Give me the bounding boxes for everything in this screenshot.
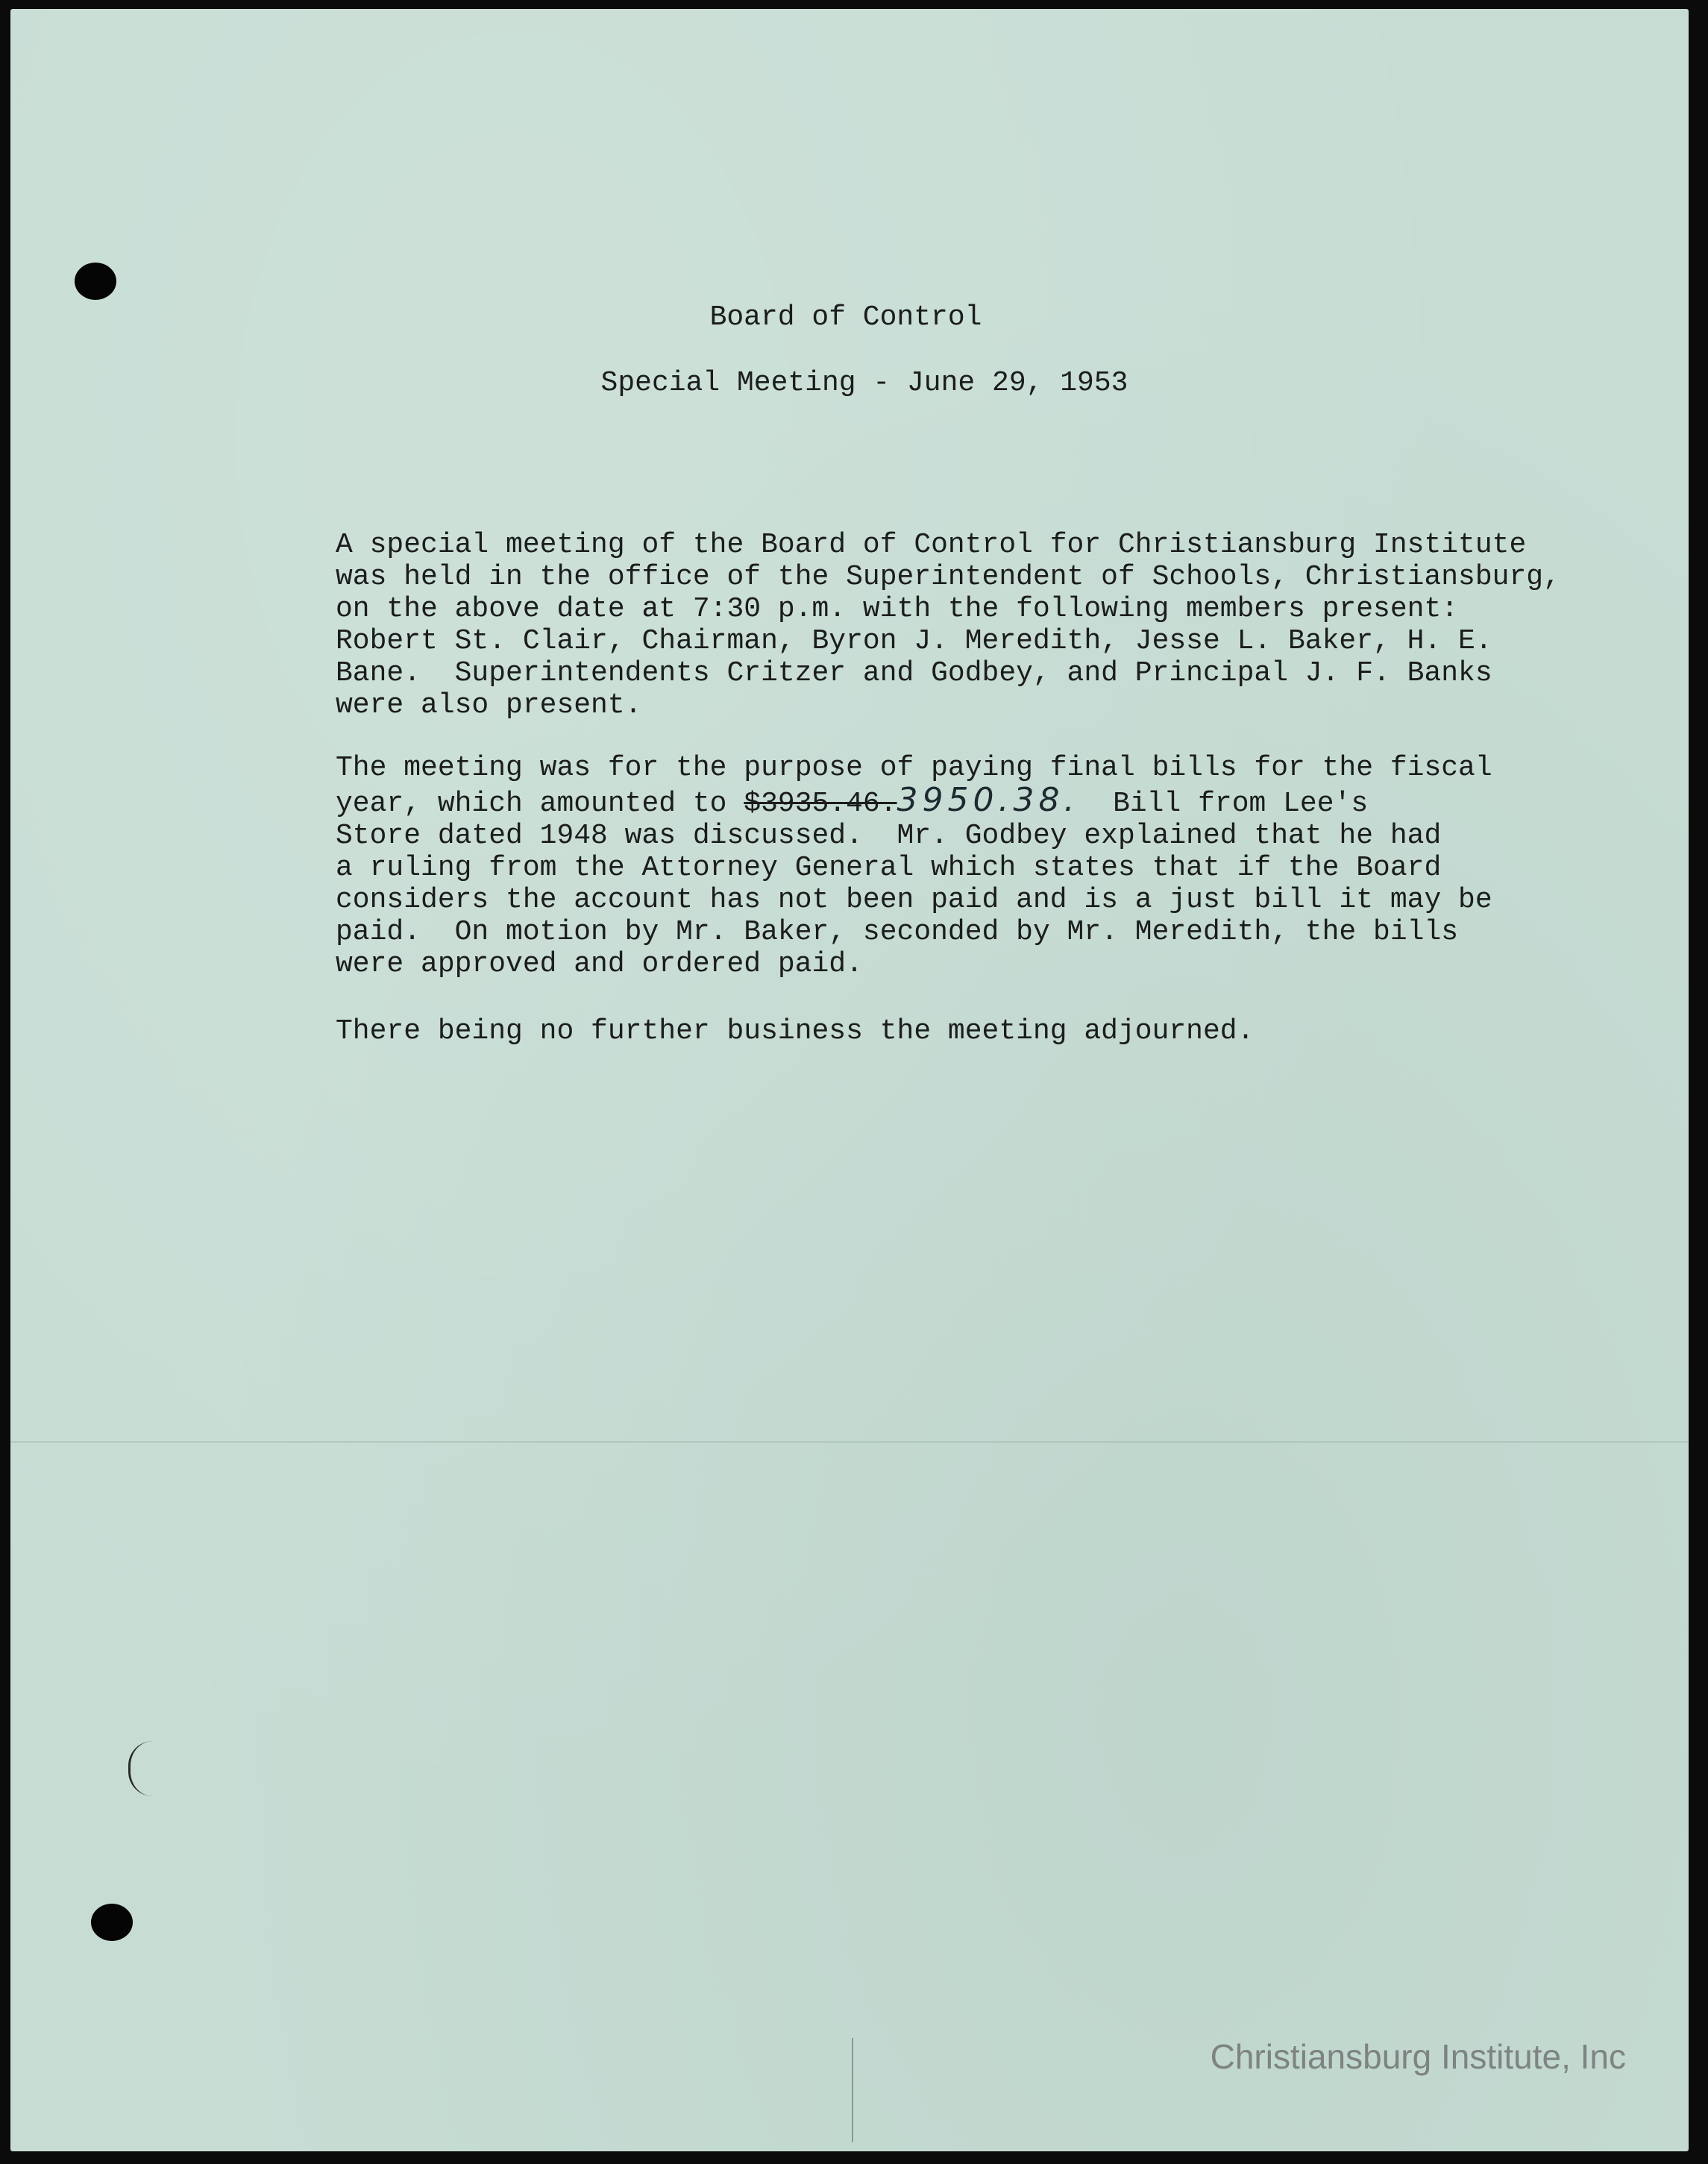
punch-hole-top [75, 263, 116, 300]
paragraph-line-prefix: year, which amounted to [336, 788, 744, 820]
watermark-text: Christiansburg Institute, Inc [1210, 2037, 1626, 2076]
paragraph-line-suffix: Bill from Lee's [1079, 788, 1369, 820]
paragraph-line: Store dated 1948 was discussed. Mr. Godbey explained that he had [336, 820, 1442, 852]
paragraph-line: were approved and ordered paid. [336, 948, 863, 980]
paragraph-line: considers the account has not been paid and is a just bill it may be [336, 884, 1492, 916]
paragraph-line: Bane. Superintendents Critzer and Godbey, and Principal J. F. Banks [336, 657, 1492, 689]
paper-fold-line [10, 1441, 1689, 1443]
paragraph-line: A special meeting of the Board of Control for Christiansburg Institute [336, 529, 1527, 561]
document-heading: Board of Control [709, 301, 982, 333]
handwritten-amount: 3950.38. [897, 781, 1079, 819]
paragraph-line: on the above date at 7:30 p.m. with the following members present: [336, 593, 1459, 625]
document-subheading: Special Meeting - June 29, 1953 [600, 367, 1128, 399]
paragraph-line: The meeting was for the purpose of paying final bills for the fiscal [336, 752, 1492, 784]
paragraph-line: paid. On motion by Mr. Baker, seconded by Mr. Meredith, the bills [336, 916, 1459, 948]
margin-pencil-mark [128, 1741, 153, 1796]
struck-amount: $3935.46. [744, 788, 897, 820]
punch-hole-bottom [91, 1904, 133, 1941]
paragraph-line: was held in the office of the Superintendent of Schools, Christiansburg, [336, 561, 1560, 593]
paragraph-line: a ruling from the Attorney General which states that if the Board [336, 852, 1442, 884]
paragraph-attendance [336, 529, 1560, 721]
paragraph-line: Robert St. Clair, Chairman, Byron J. Meredith, Jesse L. Baker, H. E. [336, 625, 1492, 657]
paragraph-bills [336, 752, 1544, 980]
paragraph-line: were also present. [336, 689, 642, 721]
paragraph-adjournment: There being no further business the meeting adjourned. [336, 1015, 1255, 1047]
paper-sheet [10, 9, 1689, 2151]
paper-crease-mark [852, 2038, 853, 2142]
